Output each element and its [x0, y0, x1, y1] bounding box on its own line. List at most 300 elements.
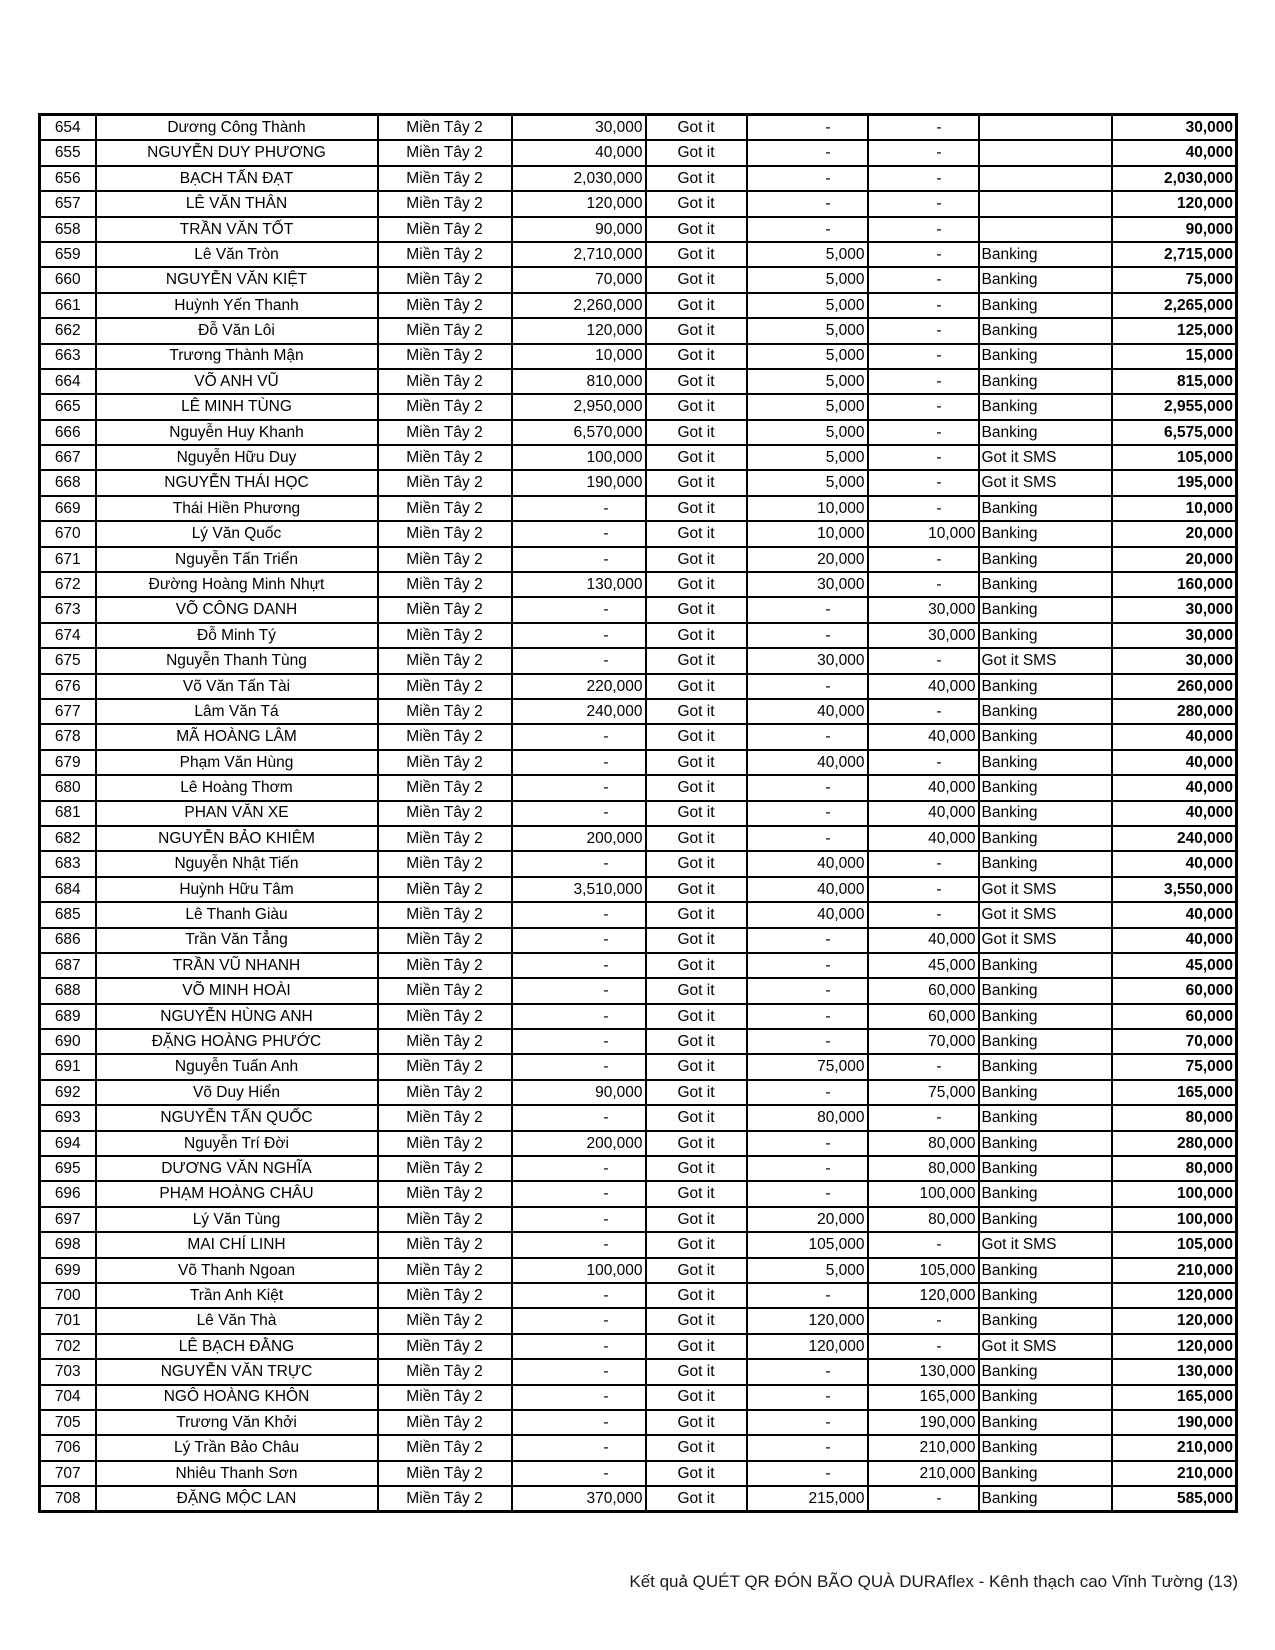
region-cell: Miền Tây 2 — [378, 572, 512, 597]
payment-method-cell: Banking — [979, 547, 1112, 572]
qr-amount-cell: - — [512, 1156, 646, 1181]
bonus1-amount-cell: - — [747, 801, 868, 826]
row-number-cell: 705 — [40, 1410, 96, 1435]
row-number-cell: 684 — [40, 877, 96, 902]
bonus2-amount-cell: - — [868, 902, 979, 927]
qr-amount-cell: 220,000 — [512, 674, 646, 699]
total-amount-cell: 100,000 — [1112, 1207, 1237, 1232]
bonus2-amount-cell: 60,000 — [868, 1004, 979, 1029]
row-number-cell: 666 — [40, 420, 96, 445]
bonus2-amount-cell: - — [868, 1486, 979, 1512]
qr-amount-cell: 40,000 — [512, 140, 646, 165]
row-number-cell: 663 — [40, 344, 96, 369]
row-number-cell: 681 — [40, 801, 96, 826]
name-cell: Lê Thanh Giàu — [96, 902, 378, 927]
bonus1-amount-cell: - — [747, 217, 868, 242]
bonus2-amount-cell: 40,000 — [868, 928, 979, 953]
row-number-cell: 700 — [40, 1283, 96, 1308]
total-amount-cell: 815,000 — [1112, 369, 1237, 394]
qr-amount-cell: - — [512, 801, 646, 826]
bonus1-amount-cell: - — [747, 724, 868, 749]
bonus1-amount-cell: 120,000 — [747, 1308, 868, 1333]
status-cell: Got it — [646, 293, 747, 318]
total-amount-cell: 2,265,000 — [1112, 293, 1237, 318]
status-cell: Got it — [646, 1283, 747, 1308]
payment-method-cell: Banking — [979, 1258, 1112, 1283]
table-row — [40, 801, 1237, 826]
qr-results-table — [38, 113, 1238, 1513]
row-number-cell: 703 — [40, 1359, 96, 1384]
table-row — [40, 191, 1237, 216]
name-cell: PHẠM HOÀNG CHÂU — [96, 1181, 378, 1206]
row-number-cell: 682 — [40, 826, 96, 851]
total-amount-cell: 3,550,000 — [1112, 877, 1237, 902]
region-cell: Miền Tây 2 — [378, 445, 512, 470]
region-cell: Miền Tây 2 — [378, 877, 512, 902]
status-cell: Got it — [646, 445, 747, 470]
qr-amount-cell: - — [512, 1385, 646, 1410]
bonus2-amount-cell: 40,000 — [868, 674, 979, 699]
row-number-cell: 680 — [40, 775, 96, 800]
bonus2-amount-cell: 40,000 — [868, 801, 979, 826]
total-amount-cell: 45,000 — [1112, 953, 1237, 978]
bonus1-amount-cell: - — [747, 1156, 868, 1181]
total-amount-cell: 40,000 — [1112, 724, 1237, 749]
total-amount-cell: 80,000 — [1112, 1156, 1237, 1181]
row-number-cell: 685 — [40, 902, 96, 927]
status-cell: Got it — [646, 902, 747, 927]
row-number-cell: 659 — [40, 242, 96, 267]
total-amount-cell: 120,000 — [1112, 1308, 1237, 1333]
status-cell: Got it — [646, 191, 747, 216]
table-row — [40, 1029, 1237, 1054]
bonus2-amount-cell: - — [868, 445, 979, 470]
total-amount-cell: 70,000 — [1112, 1029, 1237, 1054]
status-cell: Got it — [646, 242, 747, 267]
bonus1-amount-cell: - — [747, 978, 868, 1003]
row-number-cell: 693 — [40, 1105, 96, 1130]
bonus2-amount-cell: 100,000 — [868, 1181, 979, 1206]
region-cell: Miền Tây 2 — [378, 521, 512, 546]
table-row — [40, 699, 1237, 724]
total-amount-cell: 105,000 — [1112, 445, 1237, 470]
name-cell: Trương Thành Mận — [96, 344, 378, 369]
bonus2-amount-cell: - — [868, 115, 979, 141]
name-cell: Đỗ Minh Tý — [96, 623, 378, 648]
row-number-cell: 688 — [40, 978, 96, 1003]
region-cell: Miền Tây 2 — [378, 166, 512, 191]
payment-method-cell — [979, 166, 1112, 191]
region-cell: Miền Tây 2 — [378, 826, 512, 851]
payment-method-cell: Banking — [979, 1385, 1112, 1410]
payment-method-cell: Banking — [979, 572, 1112, 597]
row-number-cell: 673 — [40, 597, 96, 622]
region-cell: Miền Tây 2 — [378, 1131, 512, 1156]
total-amount-cell: 90,000 — [1112, 217, 1237, 242]
bonus2-amount-cell: - — [868, 1105, 979, 1130]
name-cell: ĐẶNG HOÀNG PHƯỚC — [96, 1029, 378, 1054]
table-row — [40, 674, 1237, 699]
table-row — [40, 1410, 1237, 1435]
name-cell: Nguyễn Hữu Duy — [96, 445, 378, 470]
total-amount-cell: 20,000 — [1112, 521, 1237, 546]
row-number-cell: 670 — [40, 521, 96, 546]
name-cell: Trần Anh Kiệt — [96, 1283, 378, 1308]
payment-method-cell: Banking — [979, 826, 1112, 851]
region-cell: Miền Tây 2 — [378, 420, 512, 445]
row-number-cell: 692 — [40, 1080, 96, 1105]
total-amount-cell: 195,000 — [1112, 470, 1237, 495]
name-cell: MAI CHÍ LINH — [96, 1232, 378, 1257]
payment-method-cell — [979, 140, 1112, 165]
status-cell: Got it — [646, 369, 747, 394]
region-cell: Miền Tây 2 — [378, 1359, 512, 1384]
qr-amount-cell: 120,000 — [512, 318, 646, 343]
table-row — [40, 1486, 1237, 1512]
total-amount-cell: 120,000 — [1112, 191, 1237, 216]
bonus2-amount-cell: 165,000 — [868, 1385, 979, 1410]
row-number-cell: 678 — [40, 724, 96, 749]
region-cell: Miền Tây 2 — [378, 623, 512, 648]
status-cell: Got it — [646, 1029, 747, 1054]
region-cell: Miền Tây 2 — [378, 547, 512, 572]
bonus2-amount-cell: 75,000 — [868, 1080, 979, 1105]
bonus1-amount-cell: 5,000 — [747, 344, 868, 369]
bonus2-amount-cell: - — [868, 191, 979, 216]
status-cell: Got it — [646, 1004, 747, 1029]
name-cell: Lê Văn Tròn — [96, 242, 378, 267]
name-cell: Lý Trần Bảo Châu — [96, 1435, 378, 1460]
table-row — [40, 1181, 1237, 1206]
status-cell: Got it — [646, 318, 747, 343]
table-row — [40, 978, 1237, 1003]
payment-method-cell: Banking — [979, 1105, 1112, 1130]
bonus2-amount-cell: 120,000 — [868, 1283, 979, 1308]
name-cell: Lý Văn Quốc — [96, 521, 378, 546]
total-amount-cell: 260,000 — [1112, 674, 1237, 699]
name-cell: NGÔ HOÀNG KHÔN — [96, 1385, 378, 1410]
row-number-cell: 664 — [40, 369, 96, 394]
name-cell: Nguyễn Tấn Triển — [96, 547, 378, 572]
row-number-cell: 699 — [40, 1258, 96, 1283]
total-amount-cell: 160,000 — [1112, 572, 1237, 597]
payment-method-cell: Banking — [979, 1308, 1112, 1333]
qr-amount-cell: - — [512, 648, 646, 673]
total-amount-cell: 130,000 — [1112, 1359, 1237, 1384]
table-row — [40, 1207, 1237, 1232]
bonus2-amount-cell: - — [868, 1308, 979, 1333]
region-cell: Miền Tây 2 — [378, 1334, 512, 1359]
name-cell: MÃ HOÀNG LÂM — [96, 724, 378, 749]
table-row — [40, 1258, 1237, 1283]
bonus1-amount-cell: 5,000 — [747, 420, 868, 445]
region-cell: Miền Tây 2 — [378, 978, 512, 1003]
bonus2-amount-cell: 190,000 — [868, 1410, 979, 1435]
status-cell: Got it — [646, 1359, 747, 1384]
region-cell: Miền Tây 2 — [378, 1486, 512, 1512]
bonus1-amount-cell: - — [747, 1004, 868, 1029]
region-cell: Miền Tây 2 — [378, 801, 512, 826]
row-number-cell: 701 — [40, 1308, 96, 1333]
qr-amount-cell: 100,000 — [512, 1258, 646, 1283]
name-cell: LÊ BẠCH ĐẰNG — [96, 1334, 378, 1359]
status-cell: Got it — [646, 1054, 747, 1079]
name-cell: LÊ MINH TÙNG — [96, 394, 378, 419]
bonus1-amount-cell: 5,000 — [747, 445, 868, 470]
table-row — [40, 1308, 1237, 1333]
table-row — [40, 293, 1237, 318]
status-cell: Got it — [646, 1131, 747, 1156]
name-cell: VÕ CÔNG DANH — [96, 597, 378, 622]
qr-amount-cell: 2,260,000 — [512, 293, 646, 318]
bonus2-amount-cell: - — [868, 470, 979, 495]
region-cell: Miền Tây 2 — [378, 1207, 512, 1232]
payment-method-cell: Banking — [979, 1181, 1112, 1206]
bonus2-amount-cell: - — [868, 166, 979, 191]
name-cell: PHAN VĂN XE — [96, 801, 378, 826]
qr-amount-cell: - — [512, 1410, 646, 1435]
row-number-cell: 672 — [40, 572, 96, 597]
status-cell: Got it — [646, 166, 747, 191]
table-row — [40, 648, 1237, 673]
payment-method-cell: Banking — [979, 724, 1112, 749]
payment-method-cell: Banking — [979, 674, 1112, 699]
payment-method-cell: Banking — [979, 851, 1112, 876]
qr-amount-cell: - — [512, 1435, 646, 1460]
row-number-cell: 679 — [40, 750, 96, 775]
bonus2-amount-cell: 70,000 — [868, 1029, 979, 1054]
qr-amount-cell: - — [512, 1283, 646, 1308]
status-cell: Got it — [646, 1461, 747, 1486]
name-cell: Võ Văn Tấn Tài — [96, 674, 378, 699]
qr-amount-cell: - — [512, 1181, 646, 1206]
bonus2-amount-cell: 130,000 — [868, 1359, 979, 1384]
bonus2-amount-cell: 60,000 — [868, 978, 979, 1003]
table-row — [40, 1156, 1237, 1181]
region-cell: Miền Tây 2 — [378, 1461, 512, 1486]
payment-method-cell: Got it SMS — [979, 648, 1112, 673]
qr-amount-cell: 30,000 — [512, 115, 646, 141]
bonus2-amount-cell: - — [868, 1334, 979, 1359]
name-cell: Trần Văn Tẳng — [96, 928, 378, 953]
table-row — [40, 470, 1237, 495]
qr-amount-cell: - — [512, 1004, 646, 1029]
payment-method-cell: Banking — [979, 1435, 1112, 1460]
payment-method-cell: Banking — [979, 344, 1112, 369]
row-number-cell: 677 — [40, 699, 96, 724]
qr-amount-cell: 190,000 — [512, 470, 646, 495]
payment-method-cell: Banking — [979, 953, 1112, 978]
table-row — [40, 496, 1237, 521]
region-cell: Miền Tây 2 — [378, 1181, 512, 1206]
payment-method-cell: Got it SMS — [979, 877, 1112, 902]
bonus1-amount-cell: - — [747, 1410, 868, 1435]
name-cell: Lê Hoàng Thơm — [96, 775, 378, 800]
total-amount-cell: 120,000 — [1112, 1283, 1237, 1308]
status-cell: Got it — [646, 115, 747, 141]
status-cell: Got it — [646, 140, 747, 165]
payment-method-cell: Banking — [979, 1207, 1112, 1232]
qr-amount-cell: - — [512, 750, 646, 775]
region-cell: Miền Tây 2 — [378, 1156, 512, 1181]
region-cell: Miền Tây 2 — [378, 242, 512, 267]
row-number-cell: 707 — [40, 1461, 96, 1486]
name-cell: Dương Công Thành — [96, 115, 378, 141]
table-row — [40, 1359, 1237, 1384]
qr-amount-cell: - — [512, 623, 646, 648]
bonus2-amount-cell: 105,000 — [868, 1258, 979, 1283]
region-cell: Miền Tây 2 — [378, 750, 512, 775]
row-number-cell: 695 — [40, 1156, 96, 1181]
bonus1-amount-cell: 5,000 — [747, 242, 868, 267]
bonus2-amount-cell: 80,000 — [868, 1131, 979, 1156]
table-row — [40, 369, 1237, 394]
payment-method-cell: Got it SMS — [979, 1334, 1112, 1359]
row-number-cell: 704 — [40, 1385, 96, 1410]
name-cell: Thái Hiền Phương — [96, 496, 378, 521]
status-cell: Got it — [646, 648, 747, 673]
region-cell: Miền Tây 2 — [378, 1258, 512, 1283]
name-cell: NGUYỄN BẢO KHIÊM — [96, 826, 378, 851]
status-cell: Got it — [646, 1308, 747, 1333]
region-cell: Miền Tây 2 — [378, 1232, 512, 1257]
table-row — [40, 217, 1237, 242]
total-amount-cell: 15,000 — [1112, 344, 1237, 369]
status-cell: Got it — [646, 572, 747, 597]
region-cell: Miền Tây 2 — [378, 1385, 512, 1410]
status-cell: Got it — [646, 496, 747, 521]
table-row — [40, 547, 1237, 572]
payment-method-cell: Banking — [979, 597, 1112, 622]
total-amount-cell: 40,000 — [1112, 902, 1237, 927]
region-cell: Miền Tây 2 — [378, 724, 512, 749]
region-cell: Miền Tây 2 — [378, 344, 512, 369]
status-cell: Got it — [646, 623, 747, 648]
qr-amount-cell: 120,000 — [512, 191, 646, 216]
region-cell: Miền Tây 2 — [378, 394, 512, 419]
bonus1-amount-cell: 40,000 — [747, 750, 868, 775]
name-cell: Huỳnh Hữu Tâm — [96, 877, 378, 902]
total-amount-cell: 30,000 — [1112, 597, 1237, 622]
qr-amount-cell: 90,000 — [512, 1080, 646, 1105]
payment-method-cell — [979, 217, 1112, 242]
bonus2-amount-cell: - — [868, 344, 979, 369]
name-cell: Nguyễn Nhật Tiến — [96, 851, 378, 876]
bonus2-amount-cell: - — [868, 318, 979, 343]
table-row — [40, 140, 1237, 165]
status-cell: Got it — [646, 344, 747, 369]
qr-amount-cell: - — [512, 1359, 646, 1384]
region-cell: Miền Tây 2 — [378, 1029, 512, 1054]
name-cell: BẠCH TẤN ĐẠT — [96, 166, 378, 191]
bonus1-amount-cell: - — [747, 826, 868, 851]
region-cell: Miền Tây 2 — [378, 191, 512, 216]
bonus2-amount-cell: - — [868, 267, 979, 292]
payment-method-cell: Banking — [979, 1410, 1112, 1435]
status-cell: Got it — [646, 1486, 747, 1512]
status-cell: Got it — [646, 775, 747, 800]
table-row — [40, 750, 1237, 775]
bonus1-amount-cell: 75,000 — [747, 1054, 868, 1079]
payment-method-cell: Banking — [979, 699, 1112, 724]
row-number-cell: 702 — [40, 1334, 96, 1359]
qr-amount-cell: - — [512, 1105, 646, 1130]
table-row — [40, 1004, 1237, 1029]
table-row — [40, 394, 1237, 419]
table-row — [40, 115, 1237, 141]
row-number-cell: 660 — [40, 267, 96, 292]
bonus2-amount-cell: - — [868, 1054, 979, 1079]
bonus1-amount-cell: - — [747, 1385, 868, 1410]
name-cell: NGUYỄN HÙNG ANH — [96, 1004, 378, 1029]
payment-method-cell: Banking — [979, 369, 1112, 394]
bonus2-amount-cell: - — [868, 242, 979, 267]
row-number-cell: 656 — [40, 166, 96, 191]
qr-amount-cell: - — [512, 521, 646, 546]
qr-amount-cell: - — [512, 1461, 646, 1486]
name-cell: DƯƠNG VĂN NGHĨA — [96, 1156, 378, 1181]
name-cell: Lê Văn Thà — [96, 1308, 378, 1333]
payment-method-cell: Got it SMS — [979, 470, 1112, 495]
qr-amount-cell: - — [512, 724, 646, 749]
table-row — [40, 928, 1237, 953]
table-row — [40, 775, 1237, 800]
bonus1-amount-cell: - — [747, 1283, 868, 1308]
bonus1-amount-cell: - — [747, 1181, 868, 1206]
row-number-cell: 665 — [40, 394, 96, 419]
bonus2-amount-cell: - — [868, 547, 979, 572]
row-number-cell: 691 — [40, 1054, 96, 1079]
bonus2-amount-cell: - — [868, 293, 979, 318]
total-amount-cell: 190,000 — [1112, 1410, 1237, 1435]
name-cell: TRẦN VŨ NHANH — [96, 953, 378, 978]
total-amount-cell: 80,000 — [1112, 1105, 1237, 1130]
bonus1-amount-cell: - — [747, 1359, 868, 1384]
bonus1-amount-cell: - — [747, 1131, 868, 1156]
qr-amount-cell: - — [512, 1054, 646, 1079]
region-cell: Miền Tây 2 — [378, 217, 512, 242]
bonus1-amount-cell: 5,000 — [747, 1258, 868, 1283]
row-number-cell: 686 — [40, 928, 96, 953]
region-cell: Miền Tây 2 — [378, 470, 512, 495]
bonus2-amount-cell: 40,000 — [868, 724, 979, 749]
bonus2-amount-cell: 30,000 — [868, 623, 979, 648]
total-amount-cell: 40,000 — [1112, 851, 1237, 876]
payment-method-cell: Banking — [979, 420, 1112, 445]
row-number-cell: 694 — [40, 1131, 96, 1156]
qr-amount-cell: 70,000 — [512, 267, 646, 292]
status-cell: Got it — [646, 470, 747, 495]
name-cell: Võ Thanh Ngoan — [96, 1258, 378, 1283]
name-cell: VÕ MINH HOÀI — [96, 978, 378, 1003]
qr-amount-cell: 810,000 — [512, 369, 646, 394]
status-cell: Got it — [646, 699, 747, 724]
name-cell: Đỗ Văn Lôi — [96, 318, 378, 343]
row-number-cell: 708 — [40, 1486, 96, 1512]
total-amount-cell: 240,000 — [1112, 826, 1237, 851]
payment-method-cell: Banking — [979, 1283, 1112, 1308]
qr-amount-cell: - — [512, 496, 646, 521]
table-row — [40, 877, 1237, 902]
bonus1-amount-cell: 5,000 — [747, 369, 868, 394]
qr-amount-cell: 370,000 — [512, 1486, 646, 1512]
region-cell: Miền Tây 2 — [378, 1308, 512, 1333]
qr-amount-cell: - — [512, 978, 646, 1003]
region-cell: Miền Tây 2 — [378, 318, 512, 343]
status-cell: Got it — [646, 420, 747, 445]
qr-amount-cell: - — [512, 597, 646, 622]
qr-amount-cell: 2,030,000 — [512, 166, 646, 191]
